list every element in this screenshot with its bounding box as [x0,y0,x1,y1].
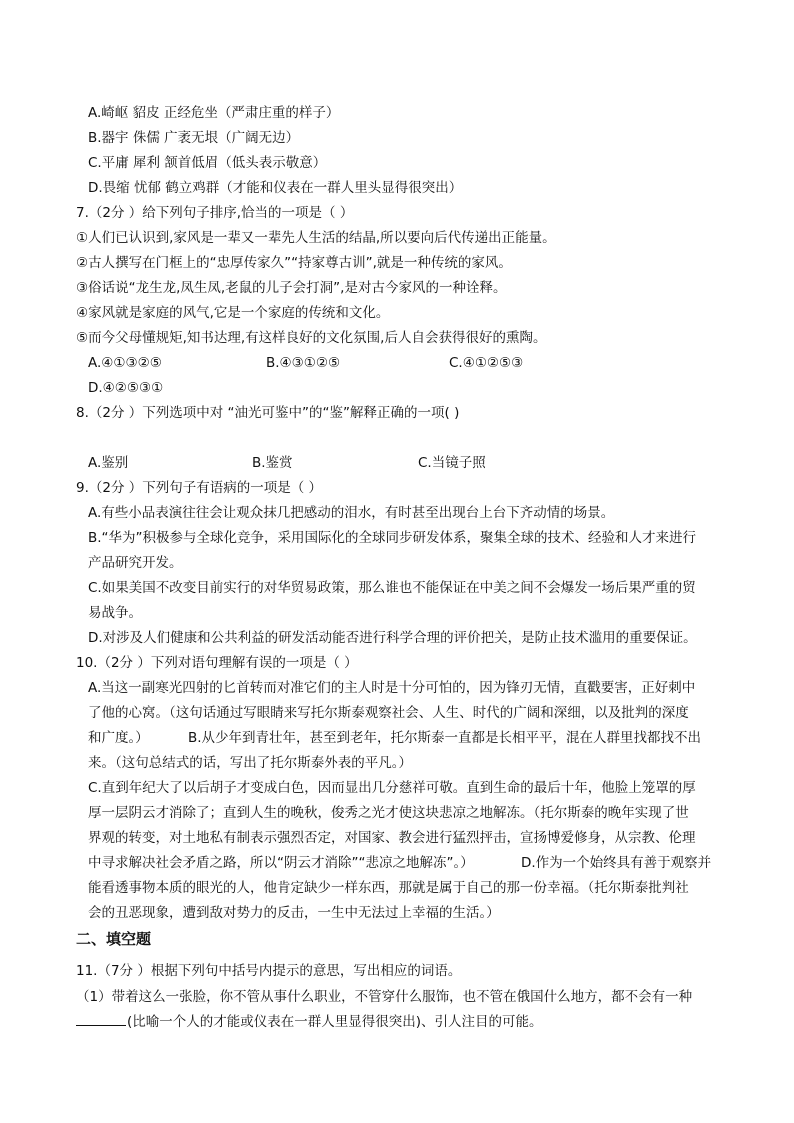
q10-line-3b: B.从少年到青壮年，甚至到老年，托尔斯泰一直都是长相平平，混在人群里找都找不出 [188,730,702,746]
q9-option-c-line1: C.如果美国不改变目前实行的对华贸易政策，那么谁也不能保证在中美之间不会爆发一场后果严重的贸 [88,580,696,596]
q10-line-4: 来。（这句总结式的话，写出了托尔斯泰外表的平凡。） [88,755,412,771]
q9-option-a: A.有些小品表演往往会让观众抹几把感动的泪水，有时甚至出现台上台下齐动情的场景。 [88,505,615,521]
q7-option-c: C.④①②⑤③ [449,355,524,371]
q9-stem: 9.（2分 ）下列句子有语病的一项是（ ） [76,480,323,496]
q10-line-2: 了他的心窝。（这句话通过写眼睛来写托尔斯泰观察社会、人生、时代的广阔和深细，以及批判的深度 [88,705,689,721]
section-heading: 二、填空题 [76,930,152,948]
q7-option-a: A.④①③②⑤ [88,355,162,371]
q8-option-a: A.鉴别 [88,455,129,471]
q7-sentence-5: ⑤而今父母懂规矩,知书达理,有这样良好的文化氛围,后人自会获得很好的熏陶。 [76,330,547,346]
q7-option-d: D.④②⑤③① [88,380,164,396]
q11-part1-text: (比喻一个人的才能或仪表在一群人里显得很突出)、引人注目的可能。 [127,1014,543,1030]
q8-option-c: C.当镜子照 [418,455,486,471]
q10-stem: 10.（2分 ）下列对语句理解有误的一项是（ ） [76,655,358,671]
q6-option-c: C.平庸 犀利 颔首低眉（低头表示敬意） [88,155,327,171]
q9-option-b-line2: 产品研究开发。 [88,555,183,571]
q10-line-5: C.直到年纪大了以后胡子才变成白色，因而显出几分慈祥可敬。直到生命的最后十年，他脸上笼罩的厚 [88,780,696,796]
q10-line-9: 能看透事物本质的眼光的人，他肯定缺少一样东西，那就是属于自己的那一份幸福。（托尔斯泰批判社 [88,880,689,896]
q7-sentence-3: ③俗话说“龙生龙,凤生凤,老鼠的儿子会打洞”,是对古今家风的一种诠释。 [76,280,507,296]
q8-stem: 8.（2分 ）下列选项中对 “油光可鉴中”的“鉴”解释正确的一项( ) [76,405,460,421]
q8-option-b: B.鉴赏 [252,455,293,471]
q9-option-c-line2: 易战争。 [88,605,142,621]
q9-option-b-line1: B.“华为”积极参与全球化竞争，采用国际化的全球同步研发体系，聚集全球的技术、经验和人才来进行 [88,530,697,546]
q6-option-a: A.崎岖 貂皮 正经危坐（严肃庄重的样子） [88,105,340,121]
q10-line-8b: D.作为一个始终具有善于观察并 [521,855,712,871]
q6-option-b: B.器宇 侏儒 广袤无垠（广阔无边） [88,130,300,146]
q10-line-7: 界观的转变，对土地私有制表示强烈否定，对国家、教会进行猛烈抨击，宣扬博爱修身，从宗教、伦理 [88,830,696,846]
q7-option-b: B.④③①②⑤ [266,355,341,371]
q7-sentence-1: ①人们已认识到,家风是一辈又一辈先人生活的结晶,所以要向后代传递出正能量。 [76,230,556,246]
q11-part1-line2 [76,1010,543,1035]
q10-line-3a: 和广度。） [88,730,149,746]
q10-line-10: 会的丑恶现象，遭到敌对势力的反击，一生中无法过上幸福的生活。） [88,905,500,921]
q7-sentence-4: ④家风就是家庭的风气,它是一个家庭的传统和文化。 [76,305,390,321]
q9-option-d: D.对涉及人们健康和公共利益的研发活动能否进行科学合理的评价把关，是防止技术滥用的重要保证。 [88,630,697,646]
q10-line-6: 厚一层阴云才消除了；直到人生的晚秋，俊秀之光才使这块悲凉之地解冻。（托尔斯泰的晚年实现了世 [88,805,689,821]
q6-option-d: D.畏缩 忧郁 鹤立鸡群（才能和仪表在一群人里头显得很突出） [88,180,463,196]
q11-part1-line1: （1）带着这么一张脸，你不管从事什么职业，不管穿什么服饰，也不管在俄国什么地方，都不会有一种 [76,989,693,1005]
q7-stem: 7.（2分 ）给下列句子排序,恰当的一项是（ ） [76,205,354,221]
q10-line-1: A.当这一副寒光四射的匕首转而对准它们的主人时是十分可怕的，因为锋刃无情，直戳要害，正好刺中 [88,680,696,696]
q7-sentence-2: ②古人撰写在门框上的“忠厚传家久”“持家尊古训”,就是一种传统的家风。 [76,255,512,271]
q11-stem: 11.（7分 ）根据下列句中括号内提示的意思，写出相应的词语。 [76,963,462,979]
answer-blank[interactable] [76,1011,126,1026]
q10-line-8a: 中寻求解决社会矛盾之路，所以“阴云才消除”“悲凉之地解冻”。） [88,855,474,871]
